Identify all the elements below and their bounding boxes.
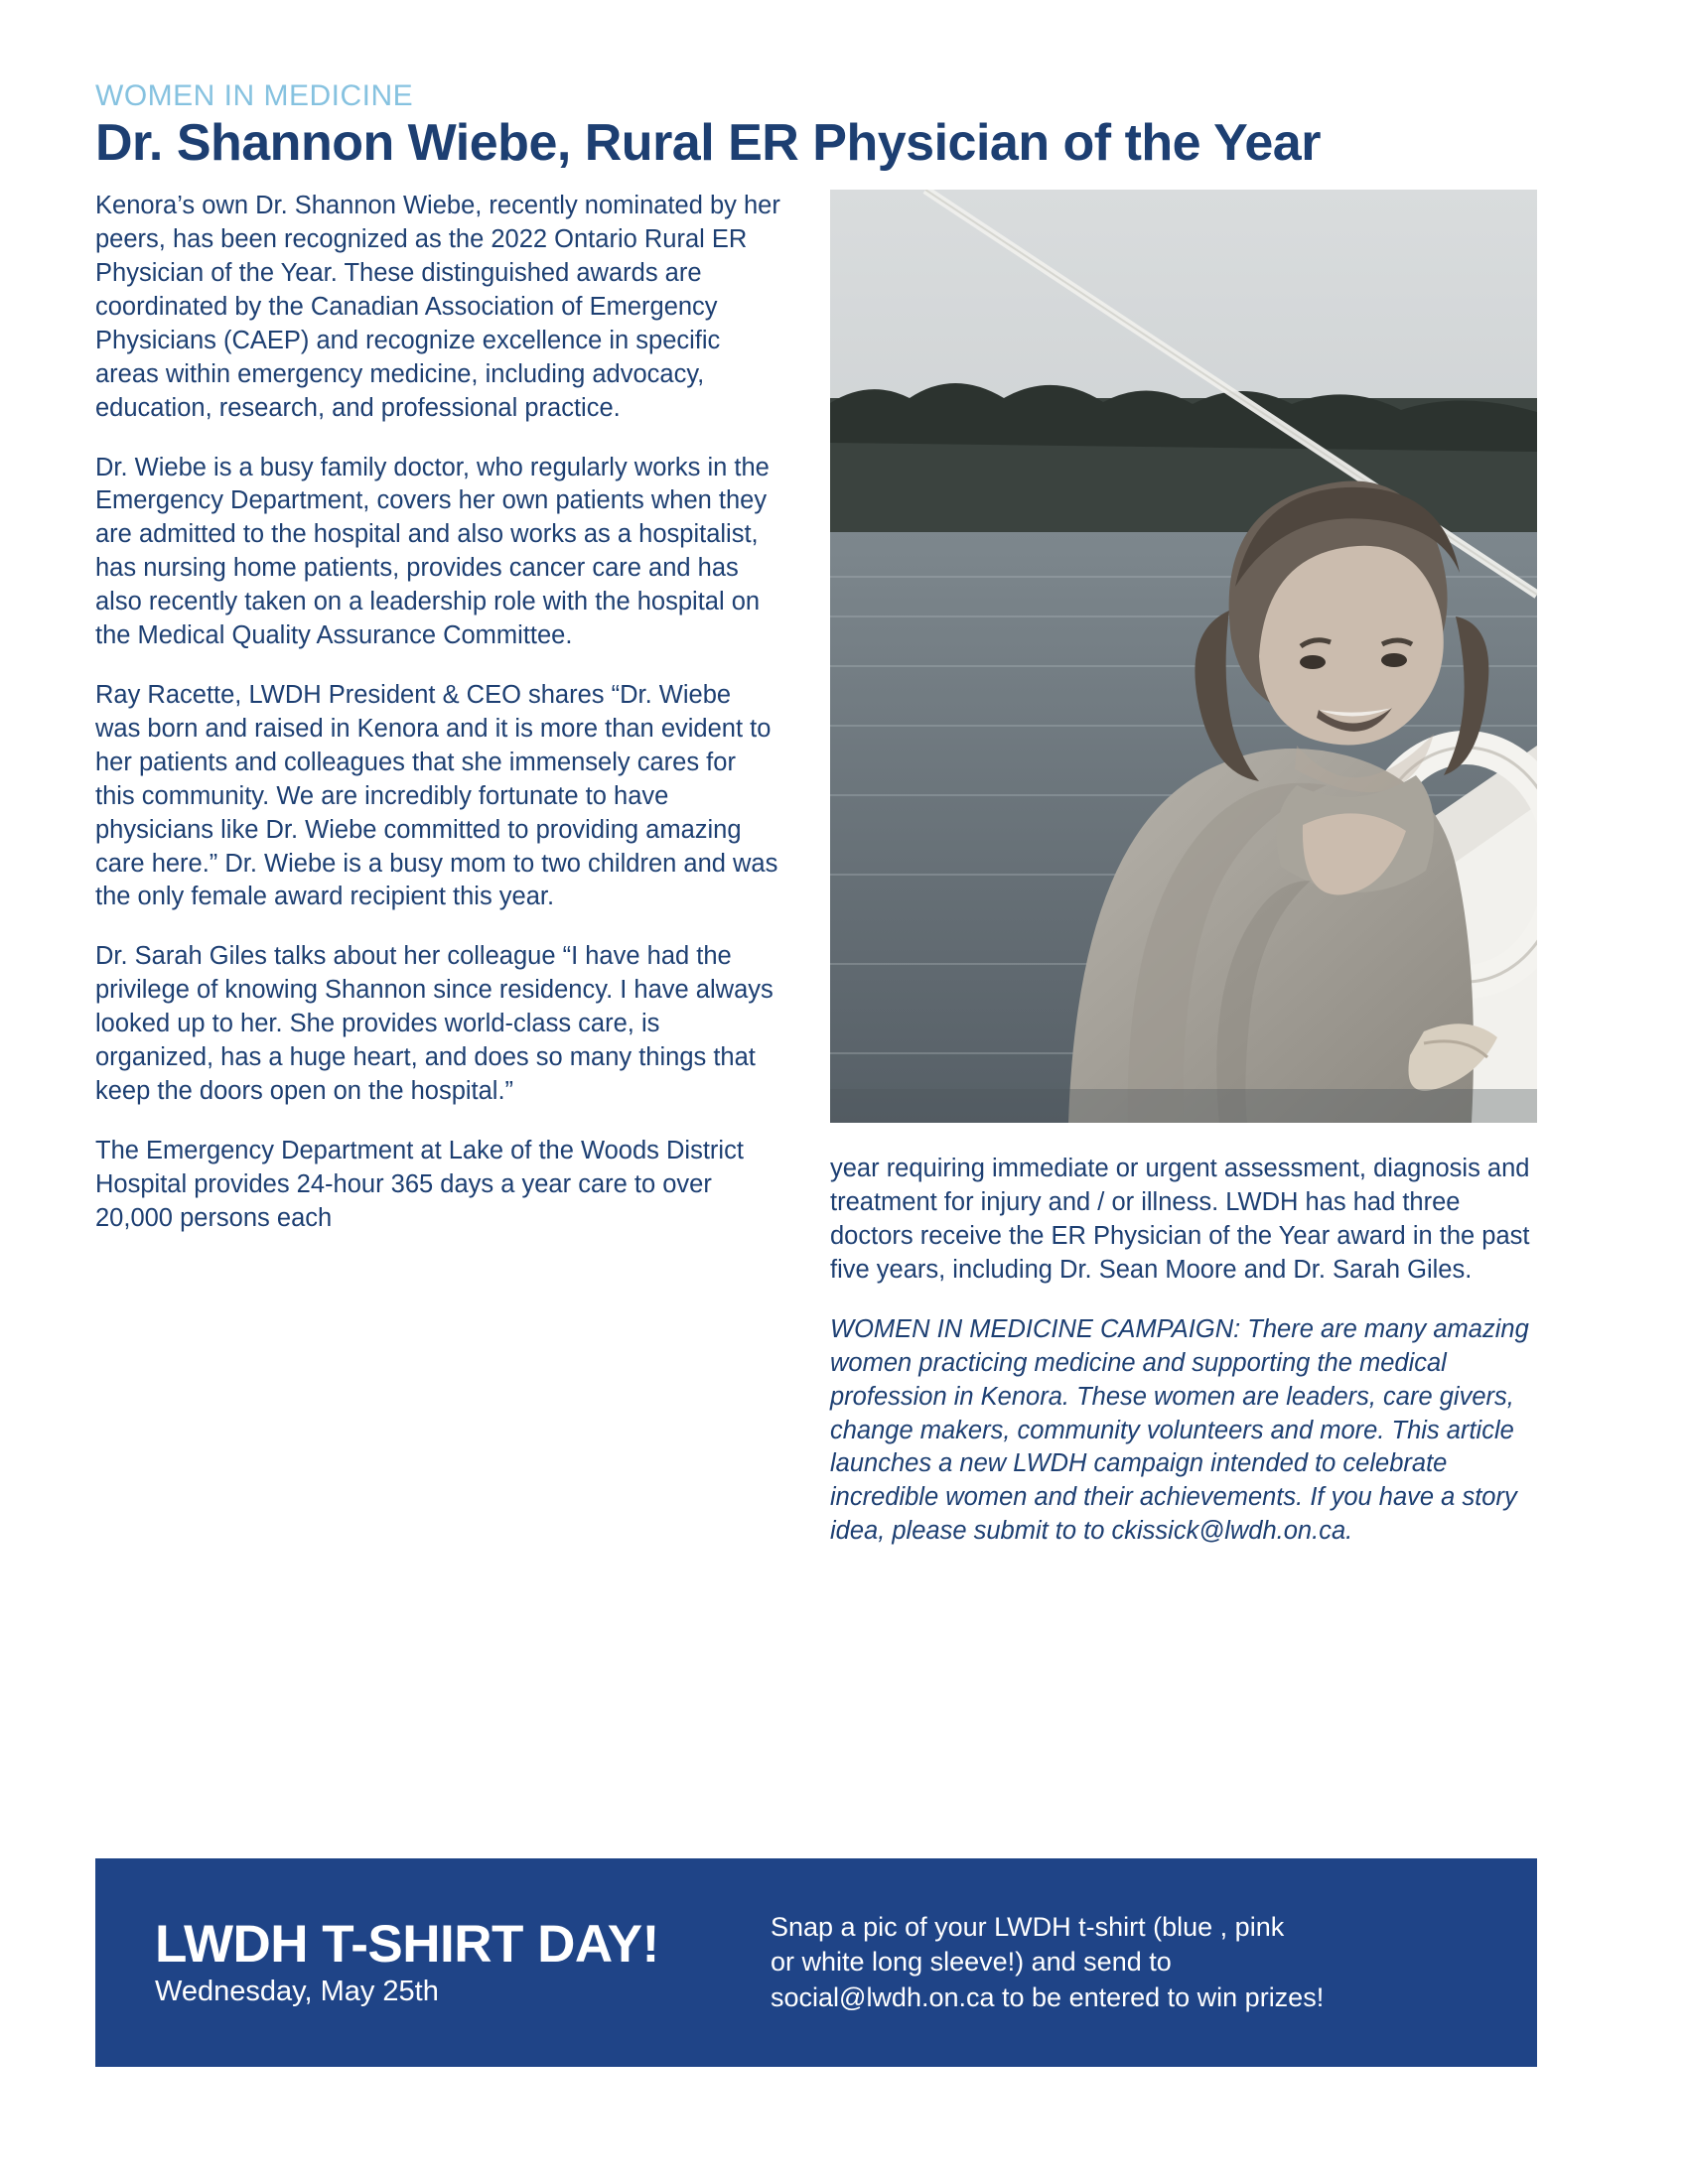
tshirt-day-banner [95,1858,1537,2067]
paragraph: Ray Racette, LWDH President & CEO shares “Dr. Wiebe was born and raised in Kenora and it is more than evident to her patients and colleagues that she immensely cares for this community. We are incredibly fortunate to have physicians like Dr. Wiebe committed to providing amazing care here.” Dr. Wiebe is a busy mom to two children and was the only female award recipient this year. [95,681,778,911]
page-title: Dr. Shannon Wiebe, Rural ER Physician of the Year [95,114,1321,172]
campaign-paragraph: WOMEN IN MEDICINE CAMPAIGN: There are many amazing women practicing medicine and supporting the medical profession in Kenora. These women are leaders, care givers, change makers, community volunteers and more. This article launches a new LWDH campaign intended to celebrate incredible women and their achievements. If you have a story idea, please submit to to ckissick@lwdh.on.ca. [830,1314,1529,1546]
left-column [95,190,780,1235]
banner-line: social@lwdh.on.ca to be entered to win prizes! [771,1981,1325,2012]
article-kicker: WOMEN IN MEDICINE [95,79,414,112]
banner-subtitle: Wednesday, May 25th [155,1975,439,2007]
right-column [830,190,1537,1549]
paragraph: Dr. Sarah Giles talks about her colleague “I have had the privilege of knowing Shannon since residency. I have always looked up to her. She provides world-class care, is organized, has a huge heart, and does so many things that keep the doors open on the hospital.” [95,942,774,1105]
article-content [95,79,1537,1546]
paragraph: Kenora’s own Dr. Shannon Wiebe, recently nominated by her peers, has been recognized as the 2022 Ontario Rural ER Physician of the Year. These distinguished awards are coordinated by the Canadian Association of Emergency Physicians (CAEP) and recognize excellence in specific areas within emergency medicine, including advocacy, education, research, and professional practice. [95,192,780,422]
paragraph: year requiring immediate or urgent assessment, diagnosis and treatment for injury and / or illness. LWDH has had three doctors receive the ER Physician of the Year award in the past five years, including Dr. Sean Moore and Dr. Sarah Giles. [830,1155,1530,1284]
banner-left [95,1914,771,2008]
banner-title: LWDH T-SHIRT DAY! [155,1914,659,1974]
right-column-text [830,1153,1537,1549]
banner-line: Snap a pic of your LWDH t-shirt (blue , pink [771,1912,1285,1943]
paragraph: Dr. Wiebe is a busy family doctor, who regularly works in the Emergency Department, covers her own patients when they are admitted to the hospital and also works as a hospitalist, has nursing home patients, provides cancer care and has also recently taken on a leadership role with the hospital on the Medical Quality Assurance Committee. [95,453,770,650]
article-photo [830,190,1537,1123]
banner-line: or white long sleeve!) and send to [771,1947,1172,1978]
paragraph: The Emergency Department at Lake of the Woods District Hospital provides 24-hour 365 days a year care to over 20,000 persons each [95,1136,744,1232]
banner-right [771,1910,1537,2014]
